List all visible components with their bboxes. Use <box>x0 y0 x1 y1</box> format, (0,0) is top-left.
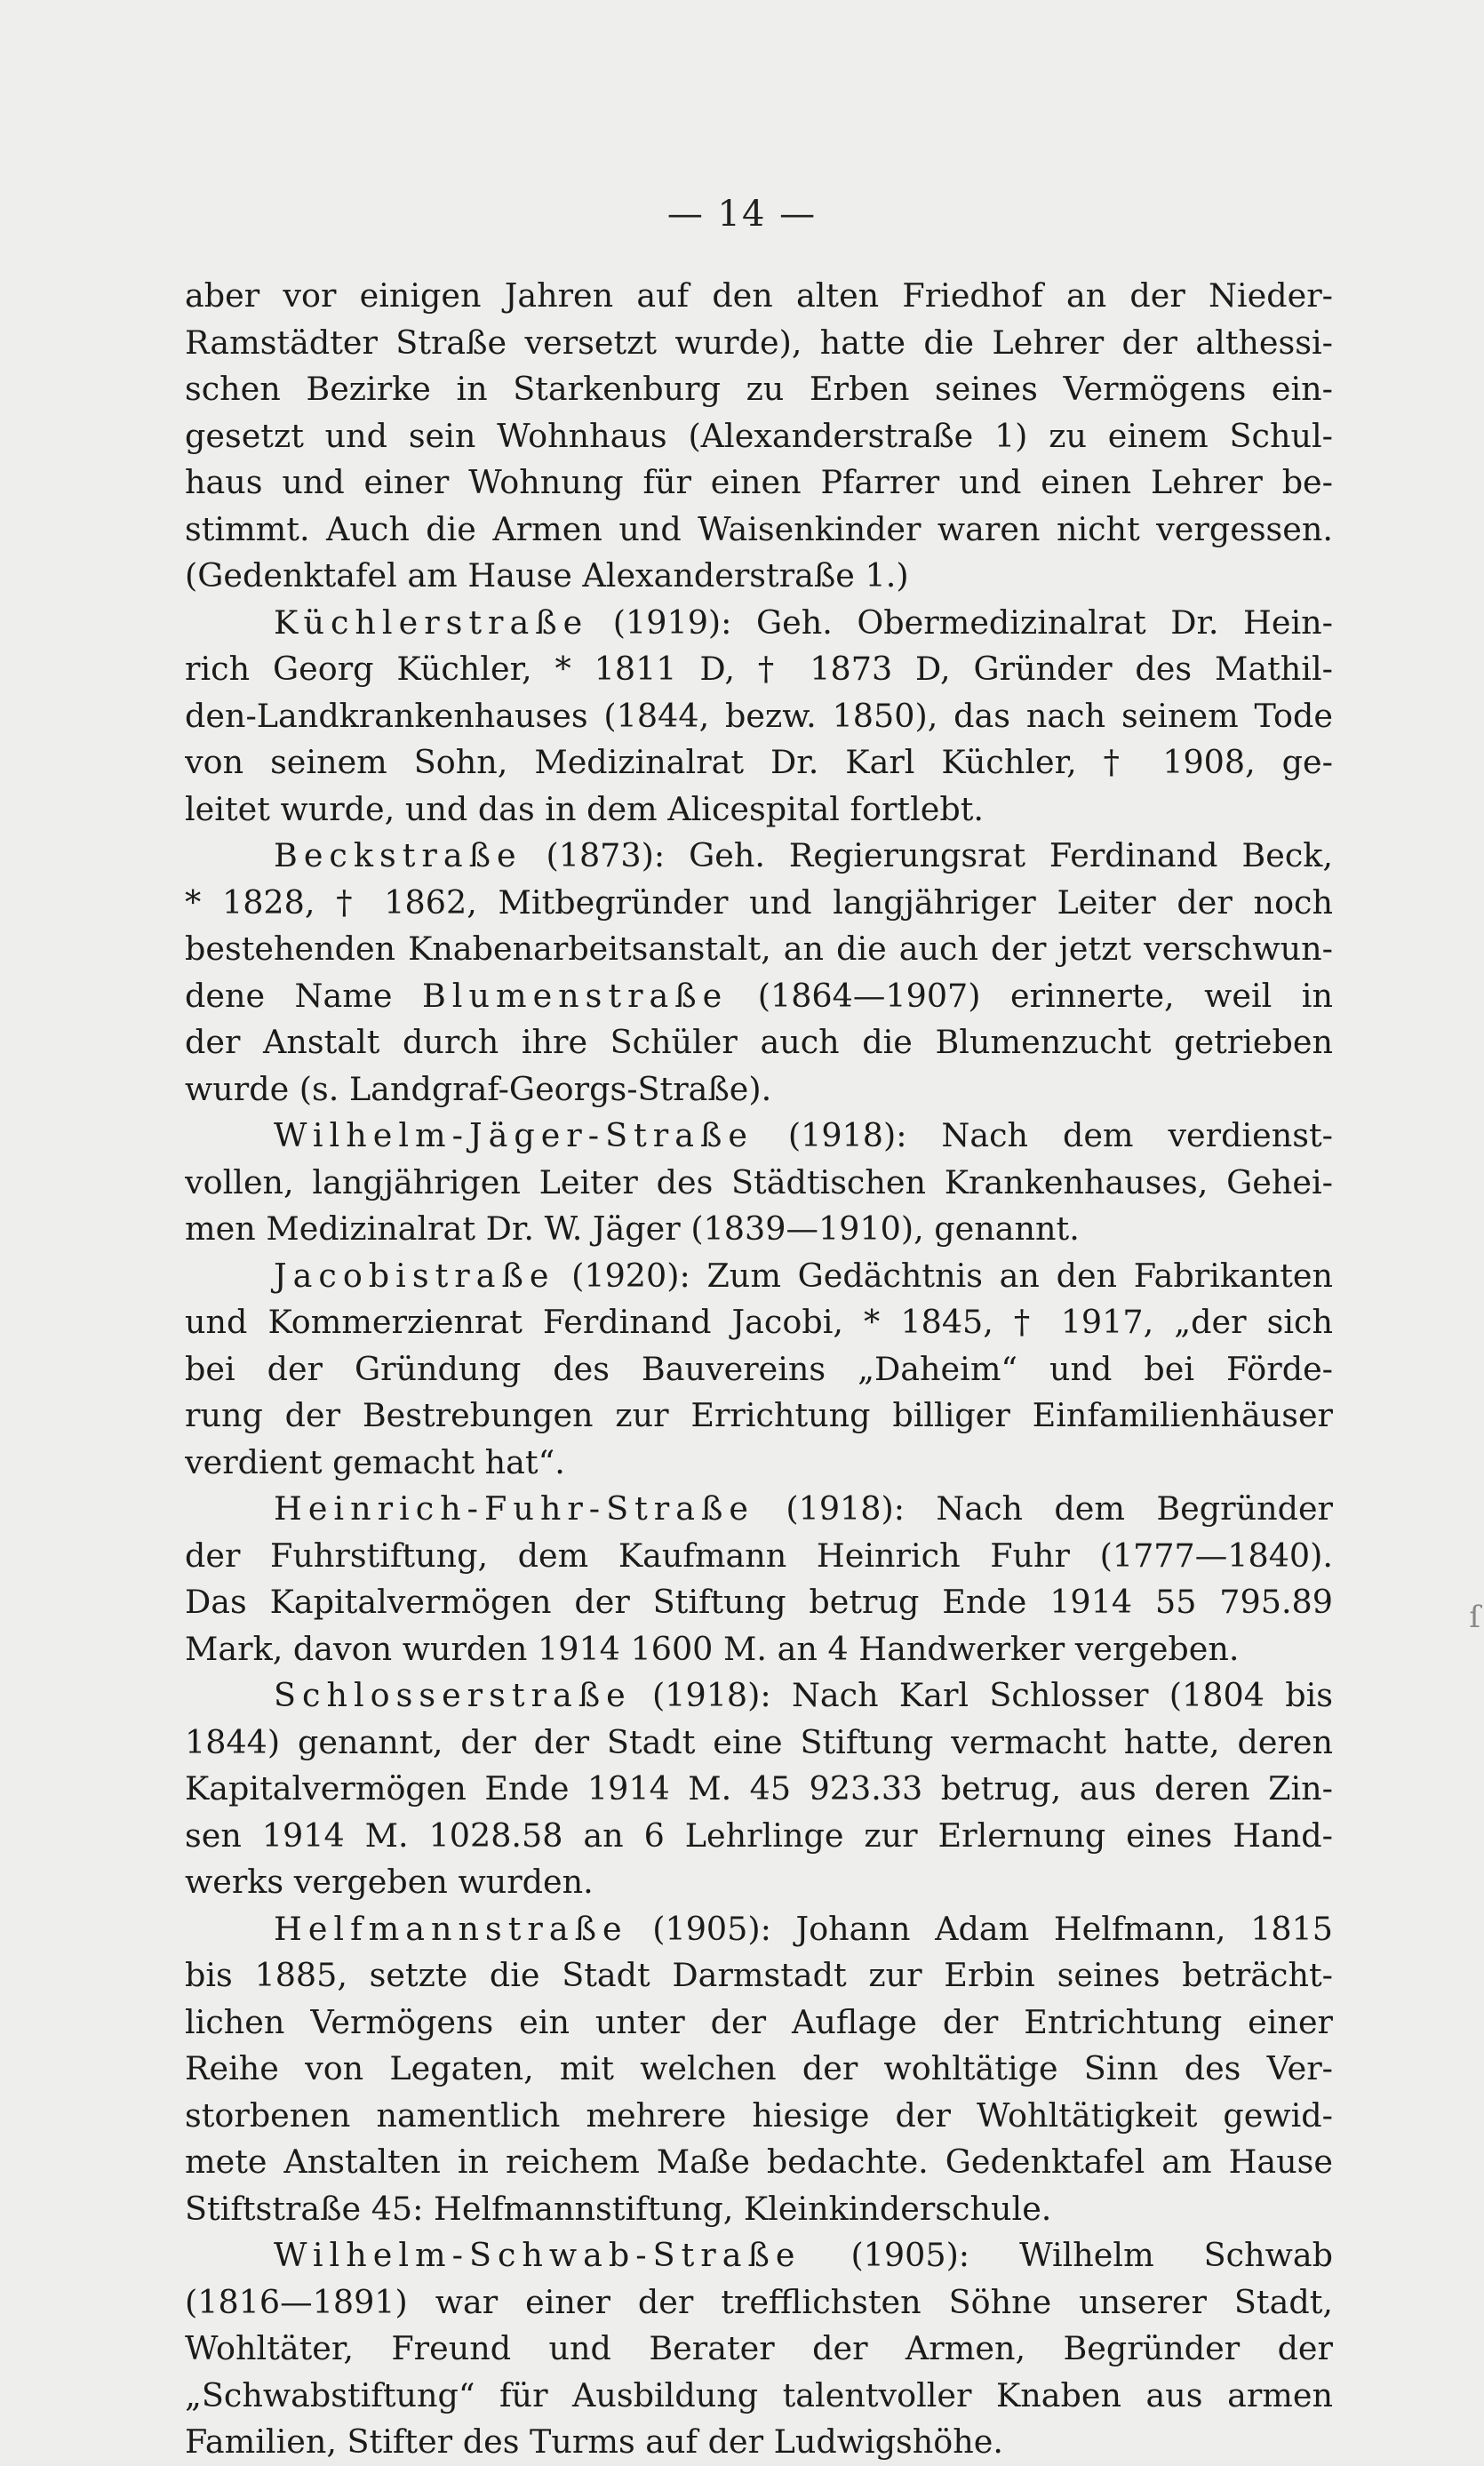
text-line: Mark, davon wurden 1914 1600 M. an 4 Handwerker vergeben. <box>185 1629 1240 1668</box>
street-name-inline: Blumenstraße <box>421 976 729 1015</box>
text-line: bis 1885, setzte die Stadt Darmstadt zur Erbin seines beträcht- <box>185 1956 1333 1994</box>
text-fragment: (1920): Zum Gedächtnis an den Fabrikanten <box>555 1256 1333 1295</box>
text-line <box>185 973 1333 1020</box>
text-fragment: (1905): Johann Adam Helfmann, 1815 <box>627 1909 1333 1948</box>
text-fragment: (1918): Nach dem Begründer <box>754 1489 1333 1528</box>
text-line <box>185 2232 1333 2279</box>
text-fragment: (1905): Wilhelm Schwab <box>801 2236 1333 2274</box>
text-fragment: (1873): Geh. Regierungsrat Ferdinand Beck, <box>522 836 1333 874</box>
text-line: (Gedenktafel am Hause Alexanderstraße 1.) <box>185 556 909 595</box>
street-name: Wilhelm-Schwab-Straße <box>274 2236 802 2274</box>
text-line: men Medizinalrat Dr. W. Jäger (1839—1910), genannt. <box>185 1209 1080 1248</box>
text-line: der Fuhrstiftung, dem Kaufmann Heinrich Fuhr (1777—1840). <box>185 1536 1333 1575</box>
street-name: Wilhelm-Jäger-Straße <box>274 1116 754 1154</box>
text-line <box>185 1672 1333 1720</box>
text-line: leitet wurde, und das in dem Alicespital fortlebt. <box>185 789 984 828</box>
text-line: gesetzt und sein Wohnhaus (Alexanderstraße 1) zu einem Schul- <box>185 416 1333 455</box>
text-line: (1816—1891) war einer der trefflichsten Söhne unserer Stadt, <box>185 2282 1333 2321</box>
text-line <box>185 1906 1333 1953</box>
text-line: Stiftstraße 45: Helfmannstiftung, Kleinkinderschule. <box>185 2189 1052 2228</box>
text-fragment: (1864—1907) erinnerte, weil in <box>728 976 1333 1015</box>
text-line <box>185 1486 1333 1533</box>
street-name: Schlosserstraße <box>274 1676 632 1714</box>
text-line: und Kommerzienrat Ferdinand Jacobi, * 1845, † 1917, „der sich <box>185 1303 1333 1341</box>
text-line <box>185 833 1333 880</box>
text-line: „Schwabstiftung“ für Ausbildung talentvoller Knaben aus armen <box>185 2375 1333 2414</box>
text-line: rich Georg Küchler, * 1811 D, † 1873 D, Gründer des Mathil- <box>185 650 1333 688</box>
margin-mark: ſ <box>1469 1600 1480 1635</box>
text-line: bestehenden Knabenarbeitsanstalt, an die auch der jetzt verschwun- <box>185 930 1333 968</box>
text-line: werks vergeben wurden. <box>185 1863 594 1901</box>
text-fragment: (1918): Nach Karl Schlosser (1804 bis <box>631 1676 1333 1714</box>
text-line: Wohltäter, Freund und Berater der Armen, Begründer der <box>185 2329 1333 2367</box>
text-line <box>185 1113 1333 1160</box>
text-line: aber vor einigen Jahren auf den alten Friedhof an der Nieder- <box>185 276 1333 315</box>
text-line: verdient gemacht hat“. <box>185 1442 565 1481</box>
text-line: von seinem Sohn, Medizinalrat Dr. Karl Küchler, † 1908, ge- <box>185 743 1333 781</box>
text-line: * 1828, † 1862, Mitbegründer und langjähriger Leiter der noch <box>185 882 1333 922</box>
text-line: der Anstalt durch ihre Schüler auch die Blumenzucht getrieben <box>185 1023 1333 1061</box>
text-line: Das Kapitalvermögen der Stiftung betrug Ende 1914 55 795.89 <box>185 1583 1333 1621</box>
text-line: haus und einer Wohnung für einen Pfarrer und einen Lehrer be- <box>185 463 1333 501</box>
text-line: Kapitalvermögen Ende 1914 M. 45 923.33 betrug, aus deren Zin- <box>185 1769 1333 1808</box>
text-line: stimmt. Auch die Armen und Waisenkinder waren nicht vergessen. <box>185 509 1333 548</box>
entry-heinrich-fuhr-strasse <box>185 1486 1333 1672</box>
text-line: 1844) genannt, der der Stadt eine Stiftung vermacht hatte, deren <box>185 1722 1333 1761</box>
entry-helfmannstrasse <box>185 1906 1333 2233</box>
text-line: mete Anstalten in reichem Maße bedachte. Gedenktafel am Hause <box>185 2143 1333 2181</box>
street-name: Heinrich-Fuhr-Straße <box>274 1489 755 1528</box>
text-line: vollen, langjährigen Leiter des Städtischen Krankenhauses, Gehei- <box>185 1162 1333 1201</box>
text-line <box>185 600 1333 647</box>
text-line: sen 1914 M. 1028.58 an 6 Lehrlinge zur Erlernung eines Hand- <box>185 1816 1333 1855</box>
entry-beckstrasse <box>185 833 1333 1113</box>
entry-wilhelm-jaeger-strasse <box>185 1113 1333 1253</box>
entry-schlosserstrasse <box>185 1672 1333 1906</box>
text-fragment: (1918): Nach dem verdienst- <box>753 1116 1333 1154</box>
text-line: bei der Gründung des Bauvereins „Daheim“ und bei Förde- <box>185 1349 1333 1388</box>
text-line: Familien, Stifter des Turms auf der Ludwigshöhe. <box>185 2422 1003 2461</box>
street-name: Küchlerstraße <box>274 603 589 642</box>
text-line: schen Bezirke in Starkenburg zu Erben seines Vermögens ein- <box>185 370 1333 408</box>
entry-kuechlerstrasse <box>185 600 1333 834</box>
text-line <box>185 1253 1333 1300</box>
text-line: wurde (s. Landgraf-Georgs-Straße). <box>185 1069 772 1108</box>
text-line: Ramstädter Straße versetzt wurde), hatte die Lehrer der althessi- <box>185 323 1333 362</box>
text-line: Reihe von Legaten, mit welchen der wohltätige Sinn des Ver- <box>185 2049 1333 2087</box>
paragraph-continuation <box>185 273 1333 600</box>
street-name: Beckstraße <box>274 836 523 874</box>
text-line: rung der Bestrebungen zur Errichtung billiger Einfamilienhäuser <box>185 1396 1333 1434</box>
text-fragment: (1919): Geh. Obermedizinalrat Dr. Hein- <box>588 603 1333 642</box>
street-name: Jacobistraße <box>274 1256 555 1295</box>
text-line: den-Landkrankenhauses (1844, bezw. 1850), das nach seinem Tode <box>185 696 1333 735</box>
body-text <box>185 273 1333 2466</box>
entry-jacobistrasse <box>185 1253 1333 1487</box>
text-line: lichen Vermögens ein unter der Auflage der Entrichtung einer <box>185 2002 1333 2041</box>
entry-wilhelm-schwab-strasse <box>185 2232 1333 2466</box>
text-fragment: dene Name <box>185 976 422 1015</box>
text-line: storbenen namentlich mehrere hiesige der Wohltätigkeit gewid- <box>185 2095 1333 2135</box>
street-name: Helfmannstraße <box>274 1909 628 1948</box>
page-number: — 14 — <box>666 194 818 235</box>
